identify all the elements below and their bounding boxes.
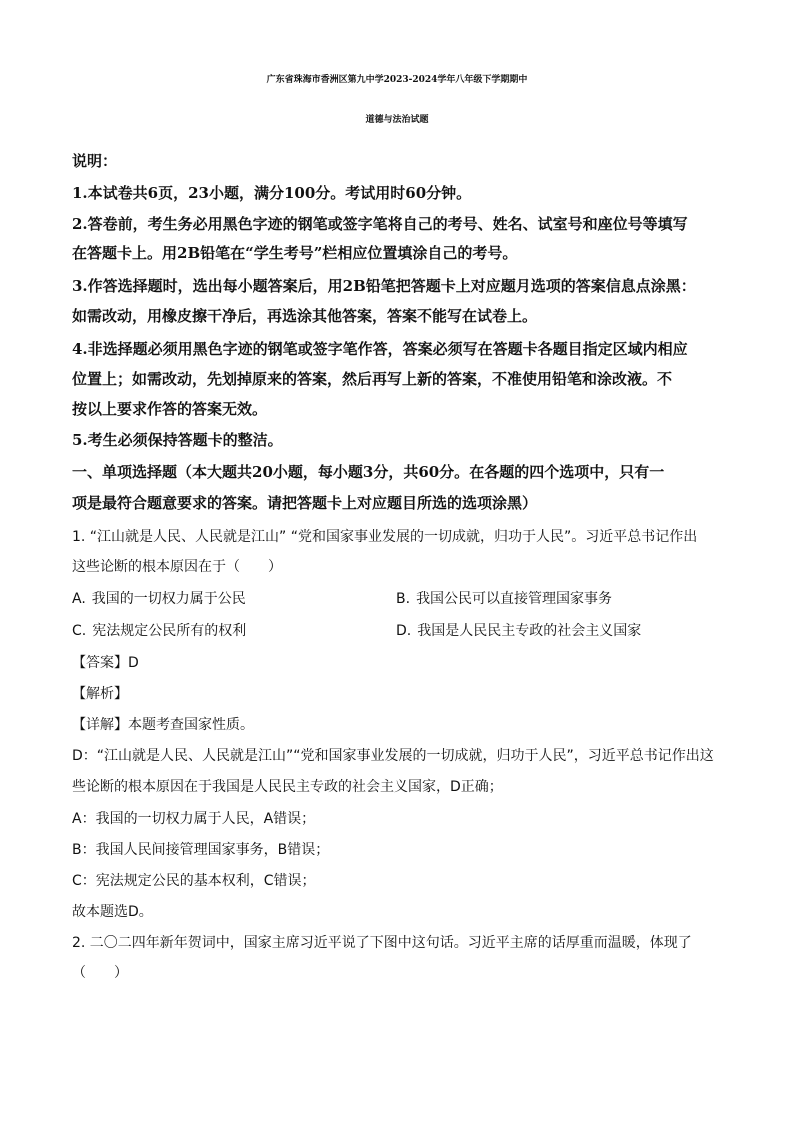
explanation-line: C：宪法规定公民的基本权利，C错误； — [72, 873, 316, 889]
option-text: 我国的一切权力属于公民 — [91, 591, 246, 607]
exam-title: 广东省珠海市香洲区第九中学2023-2024学年八年级下学期期中 — [266, 75, 528, 85]
analysis-tag: 【解析】 — [72, 686, 128, 702]
answer-line — [72, 652, 139, 672]
option-a — [72, 588, 246, 608]
explanation-line: D：“江山就是人民、人民就是江山”“党和国家事业发展的一切成就，归功于人民”，习近平总书记作出这 — [72, 748, 714, 764]
option-letter: D. — [396, 623, 412, 639]
section-heading: 一、单项选择题（本大题共20小题，每小题3分，共60分。在各题的四个选项中，只有一 — [72, 463, 665, 481]
instruction-line: 5.考生必须保持答题卡的整洁。 — [72, 431, 283, 449]
detail-tag: 【详解】 — [72, 717, 128, 733]
option-d — [396, 620, 641, 640]
question-2-stem-cont: （ ） — [72, 965, 128, 981]
question-2-stem: 2. 二〇二四年新年贺词中，国家主席习近平说了下图中这句话。习近平主席的话厚重而温暖，体现了 — [72, 935, 692, 951]
option-b — [396, 588, 612, 608]
instruction-line: 在答题卡上。用2B铅笔在“学生考号”栏相应位置填涂自己的考号。 — [72, 244, 518, 262]
explanation-line: 故本题选D。 — [72, 904, 153, 920]
question-1-stem: 1. “江山就是人民、人民就是江山” “党和国家事业发展的一切成就，归功于人民”。习近平总书记作出 — [72, 529, 698, 545]
option-c — [72, 620, 246, 640]
instruction-line: 按以上要求作答的答案无效。 — [72, 400, 268, 418]
instructions-heading: 说明： — [72, 152, 118, 170]
option-letter: C. — [72, 623, 87, 639]
option-text: 我国公民可以直接管理国家事务 — [416, 591, 613, 607]
option-text: 我国是人民民主专政的社会主义国家 — [417, 623, 642, 639]
section-heading-cont: 项是最符合题意要求的答案。请把答题卡上对应题目所选的选项涂黑） — [72, 494, 538, 512]
answer-value: D — [128, 655, 139, 671]
instruction-line: 4.非选择题必须用黑色字迹的钢笔或签字笔作答，答案必须写在答题卡各题目指定区域内相应 — [72, 340, 688, 358]
explanation-line: A：我国的一切权力属于人民，A错误； — [72, 811, 316, 827]
instruction-line: 1.本试卷共6页，23小题，满分100分。考试用时60分钟。 — [72, 184, 472, 202]
exam-subtitle: 道德与法治试题 — [365, 115, 429, 125]
option-text: 宪法规定公民所有的权利 — [92, 623, 247, 639]
explanation-line: 些论断的根本原因在于我国是人民民主专政的社会主义国家，D正确； — [72, 779, 503, 795]
option-letter: B. — [396, 591, 411, 607]
instruction-line: 2.答卷前，考生务必用黑色字迹的钢笔或签字笔将自己的考号、姓名、试室号和座位号等填写 — [72, 215, 688, 233]
detail-text: 本题考查国家性质。 — [128, 717, 254, 733]
question-1-stem-cont: 这些论断的根本原因在于（ ） — [72, 559, 282, 575]
instruction-line: 如需改动，用橡皮擦干净后，再选涂其他答案，答案不能写在试卷上。 — [72, 307, 538, 325]
option-letter: A. — [72, 591, 86, 607]
answer-tag: 【答案】 — [72, 655, 128, 671]
instruction-line: 3.作答选择题时，选出每小题答案后，用2B铅笔把答题卡上对应题月选项的答案信息点涂黑： — [72, 277, 696, 295]
detail-line — [72, 714, 254, 734]
instruction-line: 位置上；如需改动，先划掉原来的答案，然后再写上新的答案，不准使用铅笔和涂改液。不 — [72, 370, 673, 388]
explanation-line: B：我国人民间接管理国家事务，B错误； — [72, 842, 330, 858]
